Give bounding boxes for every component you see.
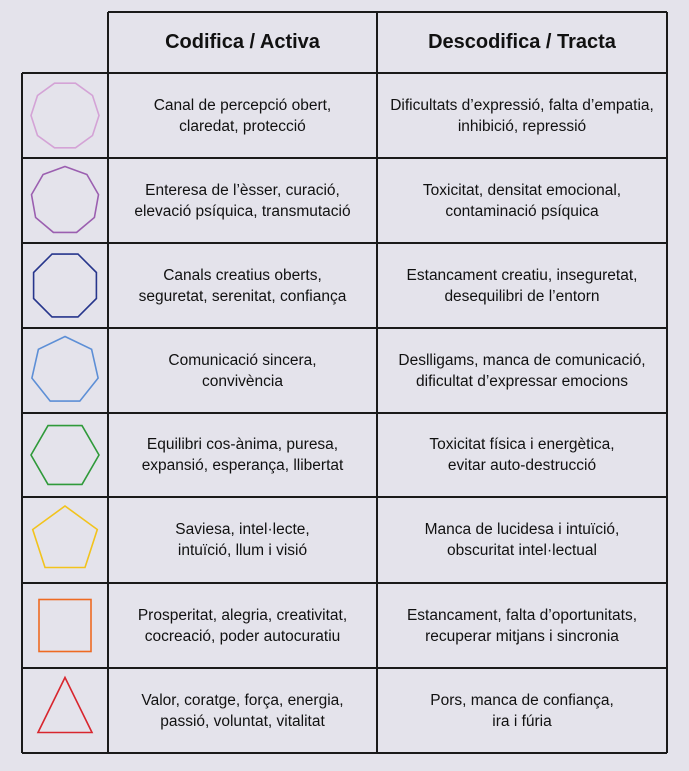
nonagon-icon (22, 158, 108, 243)
octagon-icon (22, 243, 108, 328)
header-encode: Codifica / Activa (165, 31, 320, 53)
decode-text: Toxicitat, densitat emocional, contaminació psíquica (422, 181, 622, 220)
decode-cell (377, 243, 667, 328)
decode-text: Pors, manca de confiança, ira i fúria (430, 691, 614, 730)
encode-text: Canals creatius oberts, seguretat, serenitat, confiança (138, 266, 347, 305)
decode-cell (377, 497, 667, 583)
encode-text: Comunicació sincera, convivència (168, 351, 317, 390)
decagon-icon (22, 73, 108, 158)
triangle-icon (22, 668, 108, 753)
encode-cell (108, 583, 377, 668)
decode-cell (377, 583, 667, 668)
decode-cell (377, 668, 667, 753)
pentagon-icon (22, 497, 108, 583)
encode-text: Prosperitat, alegria, creativitat, cocreació, poder autocuratiu (137, 606, 348, 645)
decode-cell (377, 413, 667, 497)
decode-text: Toxicitat física i energètica, evitar auto-destrucció (429, 436, 615, 474)
heptagon-icon (22, 328, 108, 413)
encode-cell (108, 243, 377, 328)
decode-cell (377, 73, 667, 158)
decode-text: Estancament creatiu, inseguretat, desequilibri de l’entorn (406, 266, 638, 305)
decode-text: Estancament, falta d’oportunitats, recuperar mitjans i sincronia (406, 606, 638, 645)
header-decode: Descodifica / Tracta (428, 31, 616, 53)
encode-cell (108, 497, 377, 583)
decode-cell (377, 328, 667, 413)
encode-text: Valor, coratge, força, energia, passió, voluntat, vitalitat (141, 691, 344, 730)
encode-cell (108, 73, 377, 158)
encode-cell (108, 158, 377, 243)
encode-text: Equilibri cos-ànima, puresa, expansió, esperança, llibertat (141, 436, 344, 474)
encode-text: Canal de percepció obert, claredat, protecció (153, 96, 332, 135)
decode-text: Dificultats d’expressió, falta d’empatia, inhibició, repressió (390, 96, 654, 135)
decode-text: Deslligams, manca de comunicació, dificultat d’expressar emocions (398, 351, 646, 390)
hexagon-icon (22, 413, 108, 497)
encode-cell (108, 328, 377, 413)
decode-cell (377, 158, 667, 243)
encode-text: Saviesa, intel·lecte, intuïció, llum i visió (175, 521, 310, 559)
encode-cell (108, 413, 377, 497)
decode-text: Manca de lucidesa i intuïció, obscuritat intel·lectual (424, 521, 620, 559)
square-icon (22, 583, 108, 668)
encode-text: Enteresa de l’èsser, curació, elevació psíquica, transmutació (134, 181, 351, 220)
encode-cell (108, 668, 377, 753)
